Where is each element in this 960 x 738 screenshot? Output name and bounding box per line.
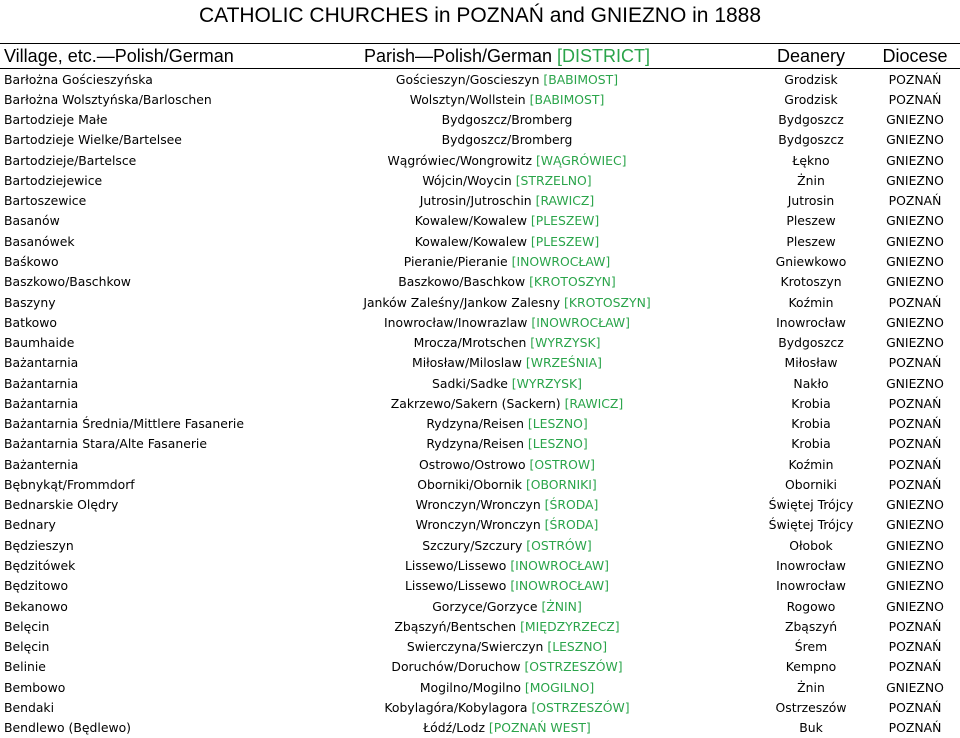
diocese-cell: GNIEZNO (886, 132, 944, 148)
parish-name: Bydgoszcz/Bromberg (441, 112, 573, 128)
village-cell: Bednary (4, 517, 56, 533)
table-row (0, 231, 960, 251)
diocese-cell: GNIEZNO (886, 335, 944, 351)
diocese-cell: GNIEZNO (886, 213, 944, 229)
village-cell: Bendlewo (Będlewo) (4, 720, 131, 736)
parish-name: Wójcin/Woycin (422, 172, 512, 188)
diocese-cell: GNIEZNO (886, 375, 944, 391)
diocese-cell: GNIEZNO (886, 152, 944, 168)
diocese-cell: GNIEZNO (886, 254, 944, 270)
table-row (0, 515, 960, 535)
deanery-cell: Ołobok (789, 537, 833, 553)
deanery-cell: Łękno (792, 152, 830, 168)
parish-name: Mrocza/Mrotschen (413, 335, 527, 351)
deanery-cell: Krotoszyn (780, 274, 842, 290)
parish-cell (262, 596, 752, 616)
table-row (0, 110, 960, 130)
parish-district: [BABIMOST] (529, 91, 605, 107)
deanery-cell: Kempno (785, 659, 837, 675)
parish-cell (262, 150, 752, 170)
diocese-cell: GNIEZNO (886, 558, 944, 573)
deanery-cell: Grodzisk (784, 91, 838, 107)
parish-name: Bydgoszcz/Bromberg (441, 132, 573, 148)
table-row (0, 191, 960, 211)
village-cell: Bażantarnia (4, 395, 79, 411)
table-row (0, 718, 960, 738)
village-cell: Bażantarnia Średnia/Mittlere Fasanerie (4, 416, 245, 432)
table-row (0, 373, 960, 393)
parish-cell (262, 211, 752, 231)
parish-district: [INOWROCŁAW] (510, 558, 609, 573)
parish-district: [ŻNIN] (541, 598, 582, 614)
parish-district: [INOWROCŁAW] (511, 254, 611, 270)
diocese-cell: POZNAŃ (888, 436, 942, 452)
parish-cell (262, 373, 752, 393)
table-row (0, 596, 960, 616)
table-row (0, 211, 960, 231)
table-row (0, 576, 960, 596)
parish-district: [WĄGRÓWIEC] (535, 152, 627, 168)
parish-cell (262, 677, 752, 697)
header-row (0, 44, 960, 69)
parish-name: Kowalew/Kowalew (414, 233, 527, 249)
parish-name: Oborniki/Obornik (417, 476, 522, 492)
parish-district: [INOWROCŁAW] (510, 578, 609, 594)
deanery-cell: Żnin (797, 172, 825, 188)
diocese-header: Diocese (870, 44, 960, 69)
parish-district: [KROTOSZYN] (564, 294, 651, 310)
village-cell: Basanówek (4, 233, 75, 249)
village-cell: Bażantarnia (4, 375, 79, 391)
table-row (0, 535, 960, 555)
deanery-cell: Świętej Trójcy (768, 517, 854, 533)
deanery-cell: Ostrzeszów (775, 699, 847, 715)
parish-cell (262, 555, 752, 575)
village-cell: Będzitowo (4, 578, 69, 594)
table-row (0, 150, 960, 170)
parish-district: [STRZELNO] (515, 172, 592, 188)
village-cell: Belinie (4, 659, 46, 675)
deanery-cell: Nakło (793, 375, 829, 391)
diocese-cell: POZNAŃ (888, 618, 942, 634)
parish-cell (262, 636, 752, 656)
parish-district: [RAWICZ] (535, 193, 595, 209)
parish-cell (262, 414, 752, 434)
table-row (0, 393, 960, 413)
table-row (0, 677, 960, 697)
document-title: CATHOLIC CHURCHES in POZNAŃ and GNIEZNO in 1888 (198, 4, 762, 27)
parish-name: Lissewo/Lissewo (405, 578, 507, 594)
village-cell: Bartodzieje Wielke/Bartelsee (4, 132, 182, 148)
parish-cell (262, 697, 752, 717)
table-row (0, 474, 960, 494)
deanery-cell: Inowrocław (776, 578, 846, 594)
deanery-cell: Pleszew (786, 233, 836, 249)
table-row (0, 69, 960, 90)
parish-district: [PLESZEW] (530, 213, 600, 229)
village-cell: Belęcin (4, 639, 50, 655)
village-cell: Będzitówek (4, 558, 76, 573)
parish-name: Gorzyce/Gorzyce (432, 598, 538, 614)
diocese-cell: POZNAŃ (888, 476, 942, 492)
diocese-cell: GNIEZNO (886, 679, 944, 695)
parish-name: Mogilno/Mogilno (419, 679, 521, 695)
parish-cell (262, 89, 752, 109)
deanery-cell: Świętej Trójcy (768, 497, 854, 513)
table-row (0, 454, 960, 474)
diocese-cell: POZNAŃ (888, 720, 942, 736)
table-row (0, 636, 960, 656)
diocese-cell: GNIEZNO (886, 517, 944, 533)
parish-cell (262, 657, 752, 677)
deanery-cell: Inowrocław (776, 558, 846, 573)
table-row (0, 434, 960, 454)
diocese-cell: POZNAŃ (888, 659, 942, 675)
table-row (0, 657, 960, 677)
parish-name: Wągrówiec/Wongrowitz (387, 152, 532, 168)
table-row (0, 353, 960, 373)
deanery-cell: Miłosław (784, 355, 838, 371)
parish-district: [OSTROW] (529, 456, 595, 472)
parish-cell (262, 332, 752, 352)
table-row (0, 697, 960, 717)
deanery-header: Deanery (752, 44, 870, 69)
parish-name: Wronczyn/Wronczyn (415, 517, 541, 533)
parish-district: [ŚRODA] (544, 497, 599, 513)
diocese-cell: POZNAŃ (888, 416, 942, 432)
village-cell: Barłożna Gościeszyńska (4, 71, 153, 87)
parish-name: Jutrosin/Jutroschin (419, 193, 532, 209)
diocese-cell: POZNAŃ (888, 71, 942, 87)
parish-name: Kobylagóra/Kobylagora (384, 699, 528, 715)
parish-name: Szczury/Szczury (422, 537, 523, 553)
village-cell: Bartodzieje Małe (4, 112, 108, 128)
parish-name: Łódź/Lodz (423, 720, 485, 736)
diocese-cell: POZNAŃ (888, 699, 942, 715)
table-row (0, 89, 960, 109)
parish-cell (262, 576, 752, 596)
parish-district: [PLESZEW] (530, 233, 600, 249)
village-cell: Bekanowo (4, 598, 68, 614)
table-row (0, 495, 960, 515)
parish-name: Gościeszyn/Goscieszyn (395, 71, 540, 87)
diocese-cell: POZNAŃ (888, 456, 942, 472)
parish-cell (262, 231, 752, 251)
deanery-cell: Zbąszyń (784, 618, 838, 634)
diocese-cell: POZNAŃ (888, 355, 942, 371)
parish-district: [LESZNO] (527, 416, 588, 432)
parish-name: Ostrowo/Ostrowo (419, 456, 526, 472)
parish-district: [OSTRÓW] (526, 537, 592, 553)
deanery-cell: Bydgoszcz (778, 112, 844, 128)
parish-cell (262, 474, 752, 494)
parish-district: [BABIMOST] (543, 71, 619, 87)
village-cell: Bażantarnia Stara/Alte Fasanerie (4, 436, 207, 452)
table-row (0, 170, 960, 190)
table-row (0, 312, 960, 332)
diocese-cell: POZNAŃ (888, 193, 942, 209)
parish-name: Doruchów/Doruchow (391, 659, 521, 675)
village-cell: Bartodziejewice (4, 172, 103, 188)
diocese-cell: GNIEZNO (886, 314, 944, 330)
parish-cell (262, 535, 752, 555)
diocese-cell: GNIEZNO (886, 578, 944, 594)
table-row (0, 555, 960, 575)
diocese-cell: GNIEZNO (886, 112, 944, 128)
village-cell: Baumhaide (4, 335, 75, 351)
parish-header-district: [DISTRICT] (557, 45, 651, 66)
parish-name: Zbąszyń/Bentschen (394, 618, 517, 634)
parish-cell (262, 272, 752, 292)
parish-cell (262, 130, 752, 150)
parish-cell (262, 292, 752, 312)
table-row (0, 332, 960, 352)
churches-table (0, 43, 960, 738)
parish-district: [LESZNO] (547, 639, 608, 655)
deanery-cell: Pleszew (786, 213, 836, 229)
parish-cell (262, 454, 752, 474)
parish-cell (262, 353, 752, 373)
parish-district: [INOWROCŁAW] (531, 314, 631, 330)
parish-cell (262, 170, 752, 190)
deanery-cell: Oborniki (785, 476, 837, 492)
table-row (0, 616, 960, 636)
village-cell: Baśkowo (4, 254, 59, 270)
deanery-cell: Inowrocław (776, 314, 846, 330)
parish-district: [KROTOSZYN] (529, 274, 616, 290)
parish-cell (262, 515, 752, 535)
parish-district: [POZNAŃ WEST] (488, 720, 591, 736)
table-row (0, 130, 960, 150)
parish-district: [OBORNIKI] (525, 476, 597, 492)
deanery-cell: Buk (799, 720, 823, 736)
village-cell: Bażantarnia (4, 355, 79, 371)
parish-name: Wronczyn/Wronczyn (415, 497, 541, 513)
table-row (0, 292, 960, 312)
parish-district: [MOGILNO] (524, 679, 595, 695)
village-cell: Bażanternia (4, 456, 79, 472)
diocese-cell: GNIEZNO (886, 598, 944, 614)
village-cell: Barłożna Wolsztyńska/Barloschen (4, 91, 212, 107)
diocese-cell: GNIEZNO (886, 274, 944, 290)
parish-cell (262, 616, 752, 636)
parish-cell (262, 69, 752, 90)
parish-cell (262, 110, 752, 130)
diocese-cell: GNIEZNO (886, 537, 944, 553)
village-cell: Belęcin (4, 618, 50, 634)
diocese-cell: GNIEZNO (886, 233, 944, 249)
diocese-cell: POZNAŃ (888, 294, 942, 310)
deanery-cell: Krobia (791, 395, 831, 411)
deanery-cell: Rogowo (786, 598, 836, 614)
parish-name: Janków Zaleśny/Jankow Zalesny (363, 294, 561, 310)
parish-name: Kowalew/Kowalew (414, 213, 527, 229)
parish-district: [OSTRZESZÓW] (531, 699, 630, 715)
deanery-cell: Śrem (794, 639, 828, 655)
table-row (0, 272, 960, 292)
parish-name: Wolsztyn/Wollstein (409, 91, 526, 107)
village-cell: Bembowo (4, 679, 66, 695)
deanery-cell: Krobia (791, 416, 831, 432)
village-cell: Bendaki (4, 699, 55, 715)
village-cell: Będzieszyn (4, 537, 74, 553)
village-cell: Basanów (4, 213, 60, 229)
deanery-cell: Koźmin (788, 294, 834, 310)
village-cell: Bartodzieje/Bartelsce (4, 152, 137, 168)
table-row (0, 414, 960, 434)
deanery-cell: Żnin (797, 679, 825, 695)
parish-header-main: Parish—Polish/German (363, 45, 553, 66)
diocese-cell: POZNAŃ (888, 91, 942, 107)
parish-name: Inowrocław/Inowrazlaw (383, 314, 528, 330)
parish-cell (262, 434, 752, 454)
diocese-cell: GNIEZNO (886, 497, 944, 513)
parish-name: Miłosław/Miloslaw (412, 355, 522, 371)
parish-cell (262, 251, 752, 271)
parish-district: [WRZEŚNIA] (525, 355, 602, 371)
parish-cell (262, 718, 752, 738)
village-header: Village, etc.—Polish/German (0, 44, 262, 69)
deanery-cell: Krobia (791, 436, 831, 452)
parish-name: Sadki/Sadke (432, 375, 508, 391)
village-cell: Baszkowo/Baschkow (4, 274, 131, 290)
parish-header (262, 44, 752, 69)
parish-name: Swierczyna/Swierczyn (406, 639, 544, 655)
parish-cell (262, 312, 752, 332)
parish-district: [WYRZYSK] (530, 335, 601, 351)
diocese-cell: POZNAŃ (888, 395, 942, 411)
parish-district: [RAWICZ] (564, 395, 624, 411)
parish-name: Zakrzewo/Sakern (Sackern) (390, 395, 561, 411)
parish-name: Lissewo/Lissewo (405, 558, 507, 573)
diocese-cell: GNIEZNO (886, 172, 944, 188)
village-cell: Bartoszewice (4, 193, 87, 209)
parish-name: Baszkowo/Baschkow (398, 274, 526, 290)
deanery-cell: Bydgoszcz (778, 132, 844, 148)
parish-cell (262, 191, 752, 211)
parish-district: [MIĘDZYRZECZ] (520, 618, 620, 634)
village-cell: Baszyny (4, 294, 56, 310)
parish-cell (262, 393, 752, 413)
deanery-cell: Jutrosin (787, 193, 835, 209)
village-cell: Batkowo (4, 314, 57, 330)
table-row (0, 251, 960, 271)
diocese-cell: POZNAŃ (888, 639, 942, 655)
parish-district: [LESZNO] (527, 436, 588, 452)
deanery-cell: Bydgoszcz (778, 335, 844, 351)
parish-district: [ŚRODA] (544, 517, 599, 533)
deanery-cell: Koźmin (788, 456, 834, 472)
parish-cell (262, 495, 752, 515)
village-cell: Bębnykąt/Frommdorf (4, 476, 135, 492)
village-cell: Bednarskie Olędry (4, 497, 119, 513)
deanery-cell: Grodzisk (784, 71, 838, 87)
deanery-cell: Gniewkowo (775, 254, 847, 270)
parish-name: Pieranie/Pieranie (403, 254, 508, 270)
parish-name: Rydzyna/Reisen (426, 416, 524, 432)
parish-district: [WYRZYSK] (511, 375, 582, 391)
parish-name: Rydzyna/Reisen (426, 436, 524, 452)
parish-district: [OSTRZESZÓW] (524, 659, 623, 675)
